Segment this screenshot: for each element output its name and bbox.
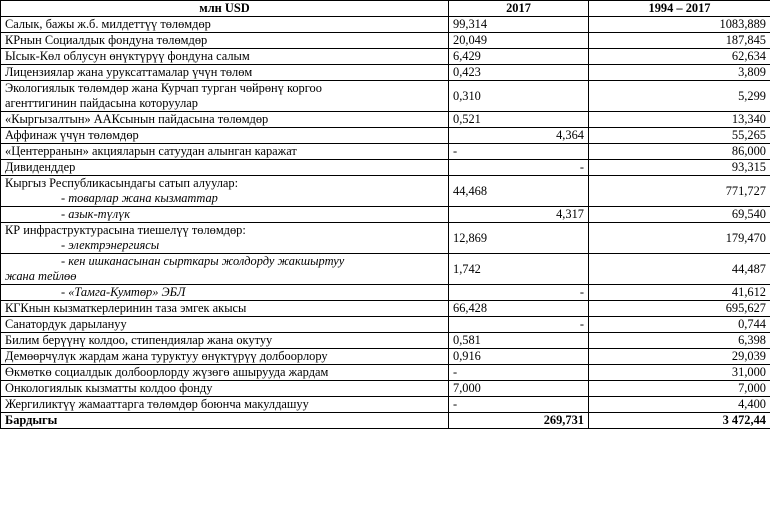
value-2017: 1,742 bbox=[449, 254, 589, 285]
row-label-line2: агенттигинин пайдасына которуулар bbox=[5, 96, 198, 110]
row-sublabel-line2: жана тейлөө bbox=[5, 269, 77, 283]
row-label bbox=[1, 223, 449, 254]
table-row bbox=[1, 397, 770, 413]
value-2017: 12,869 bbox=[449, 223, 589, 254]
table-row bbox=[1, 33, 770, 49]
total-2017: 269,731 bbox=[449, 413, 589, 429]
value-2017: 0,521 bbox=[449, 112, 589, 128]
row-label-heading: Кыргыз Республикасындагы сатып алуулар: bbox=[5, 176, 239, 190]
value-total: 187,845 bbox=[589, 33, 770, 49]
row-sublabel: - «Тамга-Кумтөр» ЭБЛ bbox=[61, 285, 186, 299]
value-total: 29,039 bbox=[589, 349, 770, 365]
row-label bbox=[1, 254, 449, 285]
value-total: 7,000 bbox=[589, 381, 770, 397]
header-1994-2017: 1994 – 2017 bbox=[589, 1, 770, 17]
table-row bbox=[1, 160, 770, 176]
header-row bbox=[1, 1, 770, 17]
total-1994-2017: 3 472,44 bbox=[589, 413, 770, 429]
value-total: 3,809 bbox=[589, 65, 770, 81]
value-2017: - bbox=[449, 365, 589, 381]
value-total: 31,000 bbox=[589, 365, 770, 381]
value-2017: 66,428 bbox=[449, 301, 589, 317]
value-2017: 6,429 bbox=[449, 49, 589, 65]
table-row bbox=[1, 112, 770, 128]
row-label bbox=[1, 81, 449, 112]
value-2017: 4,317 bbox=[449, 207, 589, 223]
row-label: «Кыргызалтын» ААКсынын пайдасына төлөмдөр bbox=[1, 112, 449, 128]
value-total: 41,612 bbox=[589, 285, 770, 301]
table-row bbox=[1, 128, 770, 144]
value-total: 1083,889 bbox=[589, 17, 770, 33]
row-label: Лицензиялар жана уруксаттамалар үчүн төлөм bbox=[1, 65, 449, 81]
row-label: КГКнын кызматкерлеринин таза эмгек акысы bbox=[1, 301, 449, 317]
row-label-heading: КР инфраструктурасына тиешелүү төлөмдөр: bbox=[5, 223, 246, 237]
value-total: 771,727 bbox=[589, 176, 770, 207]
row-sublabel: - электрэнергиясы bbox=[61, 238, 160, 252]
table-row bbox=[1, 49, 770, 65]
value-2017: 0,916 bbox=[449, 349, 589, 365]
row-label: Ысык-Көл облусун өнүктүрүү фондуна салым bbox=[1, 49, 449, 65]
value-total: 62,634 bbox=[589, 49, 770, 65]
row-label bbox=[1, 207, 449, 223]
row-label-line1: Экологиялык төлөмдөр жана Курчап турган чөйрөнү коргоо bbox=[5, 81, 322, 95]
table-row bbox=[1, 333, 770, 349]
value-total: 13,340 bbox=[589, 112, 770, 128]
value-total: 6,398 bbox=[589, 333, 770, 349]
value-total: 55,265 bbox=[589, 128, 770, 144]
value-total: 69,540 bbox=[589, 207, 770, 223]
table-row bbox=[1, 301, 770, 317]
value-total: 4,400 bbox=[589, 397, 770, 413]
row-label: Билим берүүнү колдоо, стипендиялар жана окутуу bbox=[1, 333, 449, 349]
value-2017: 0,310 bbox=[449, 81, 589, 112]
value-2017: - bbox=[449, 160, 589, 176]
row-label bbox=[1, 285, 449, 301]
value-total: 5,299 bbox=[589, 81, 770, 112]
value-2017: 44,468 bbox=[449, 176, 589, 207]
value-total: 93,315 bbox=[589, 160, 770, 176]
value-2017: - bbox=[449, 285, 589, 301]
value-total: 179,470 bbox=[589, 223, 770, 254]
row-label: Демөөрчүлүк жардам жана туруктуу өнүктүрүү долбоорлору bbox=[1, 349, 449, 365]
row-label: Өкмөткө социалдык долбоорлорду жүзөгө ашырууда жардам bbox=[1, 365, 449, 381]
table-row bbox=[1, 381, 770, 397]
table-row bbox=[1, 81, 770, 112]
table-row bbox=[1, 317, 770, 333]
table-row bbox=[1, 65, 770, 81]
value-total: 44,487 bbox=[589, 254, 770, 285]
value-2017: 0,423 bbox=[449, 65, 589, 81]
row-label: Дивиденддер bbox=[1, 160, 449, 176]
row-sublabel: - азык-түлүк bbox=[61, 207, 131, 221]
row-label: КРнын Социалдык фондуна төлөмдөр bbox=[1, 33, 449, 49]
value-2017: 7,000 bbox=[449, 381, 589, 397]
table-row bbox=[1, 285, 770, 301]
table-row bbox=[1, 207, 770, 223]
row-label: Онкологиялык кызматты колдоо фонду bbox=[1, 381, 449, 397]
header-name: млн USD bbox=[1, 1, 449, 17]
table-row bbox=[1, 254, 770, 285]
value-2017: 20,049 bbox=[449, 33, 589, 49]
value-2017: 99,314 bbox=[449, 17, 589, 33]
value-2017: - bbox=[449, 317, 589, 333]
row-label bbox=[1, 176, 449, 207]
value-2017: - bbox=[449, 397, 589, 413]
row-label: «Центерранын» акцияларын сатуудан алынган каражат bbox=[1, 144, 449, 160]
row-label: Салык, бажы ж.б. милдеттүү төлөмдөр bbox=[1, 17, 449, 33]
table-row bbox=[1, 17, 770, 33]
value-total: 86,000 bbox=[589, 144, 770, 160]
value-2017: 0,581 bbox=[449, 333, 589, 349]
row-label: Аффинаж үчүн төлөмдөр bbox=[1, 128, 449, 144]
value-2017: - bbox=[449, 144, 589, 160]
value-total: 695,627 bbox=[589, 301, 770, 317]
row-label: Санатордук дарылануу bbox=[1, 317, 449, 333]
value-total: 0,744 bbox=[589, 317, 770, 333]
table-row bbox=[1, 223, 770, 254]
table-row bbox=[1, 365, 770, 381]
row-label: Жергиликтүү жамааттарга төлөмдөр боюнча макулдашуу bbox=[1, 397, 449, 413]
header-2017: 2017 bbox=[449, 1, 589, 17]
table-row bbox=[1, 349, 770, 365]
total-label: Бардыгы bbox=[1, 413, 449, 429]
value-2017: 4,364 bbox=[449, 128, 589, 144]
total-row bbox=[1, 413, 770, 429]
table-row bbox=[1, 176, 770, 207]
row-sublabel: - товарлар жана кызматтар bbox=[61, 191, 218, 205]
row-sublabel-line1: - кен ишканасынан сырткары жолдорду жакшыртуу bbox=[61, 254, 345, 268]
table-row bbox=[1, 144, 770, 160]
